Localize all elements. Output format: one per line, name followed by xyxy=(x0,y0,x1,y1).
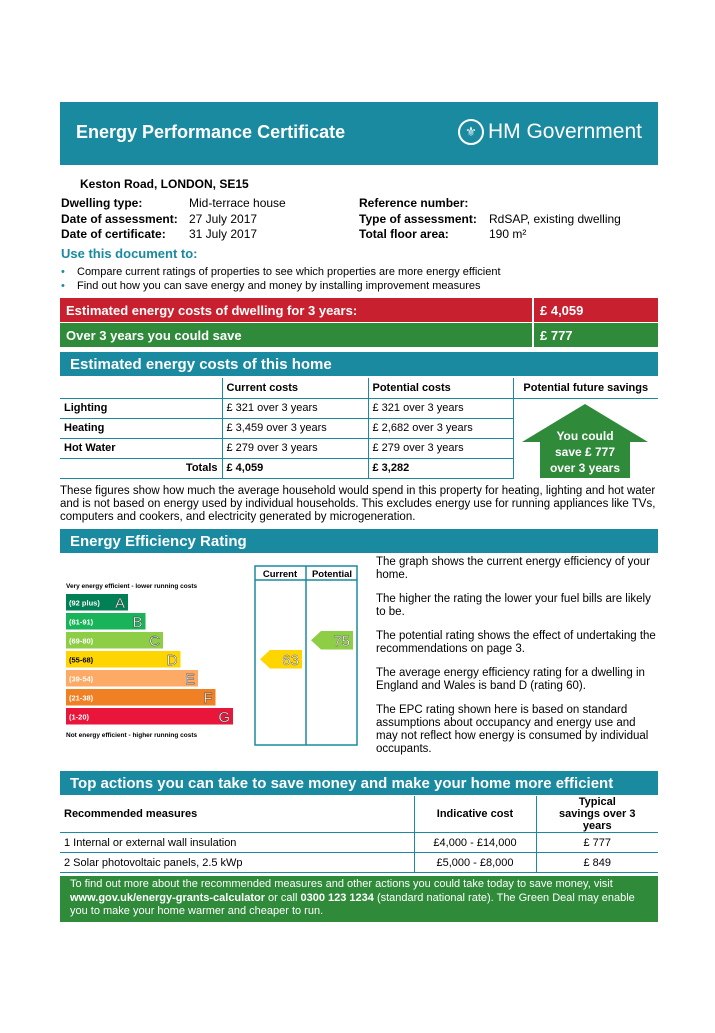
savings-bar xyxy=(60,323,658,347)
hm-government-logo xyxy=(458,119,642,145)
footer-text: or call xyxy=(265,891,301,904)
measure-cost: £4,000 - £14,000 xyxy=(414,833,536,853)
savings-callout xyxy=(530,428,640,476)
band-range: (81-91) xyxy=(69,617,94,627)
assessment-date-label: Date of assessment: xyxy=(61,211,178,226)
current-costs-header: Current costs xyxy=(222,378,368,398)
potential-cost: £ 279 over 3 years xyxy=(368,438,513,458)
current-rating-indicator xyxy=(260,650,302,669)
actions-section-title: Top actions you can take to save money and make your home more efficient xyxy=(60,771,658,795)
band-range: (69-80) xyxy=(69,636,94,646)
energy-rating-chart xyxy=(60,558,358,746)
page-title: Energy Performance Certificate xyxy=(76,122,346,142)
government-label: HM Government xyxy=(487,120,642,143)
estimated-costs-label: Estimated energy costs of dwelling for 3 years: xyxy=(66,303,358,318)
band-range: (1-20) xyxy=(69,712,90,722)
footer-text: (standard national rate). The Green Deal may enable you to make your home warmer and cheaper to run. xyxy=(70,891,635,917)
phone-number: 0300 123 1234 xyxy=(300,891,374,904)
estimated-costs-value: £ 4,059 xyxy=(532,298,658,322)
floor-area-label: Total floor area: xyxy=(359,227,449,241)
band-letter: F xyxy=(203,690,213,707)
floor-area-value: 190 m² xyxy=(489,227,527,241)
table-header-row xyxy=(60,378,658,398)
details-left xyxy=(61,196,286,243)
band-range: (39-54) xyxy=(69,674,94,684)
measure-name: 2 Solar photovoltaic panels, 2.5 kWp xyxy=(60,853,414,873)
potential-rating-indicator xyxy=(311,631,353,650)
band-letter: G xyxy=(218,709,230,726)
potential-column-header: Potential xyxy=(311,569,353,580)
measure-name: 1 Internal or external wall insulation xyxy=(60,833,414,853)
savings-label: Over 3 years you could save xyxy=(66,328,242,343)
footer-text: To find out more about the recommended measures and other actions you could take today to save money, visit xyxy=(70,878,613,890)
totals-label: Totals xyxy=(60,458,222,478)
measure-saving: £ 777 xyxy=(536,833,658,853)
dwelling-type-label: Dwelling type: xyxy=(61,196,143,210)
band-letter: D xyxy=(166,652,178,669)
band-letter: B xyxy=(132,614,143,631)
table-row xyxy=(60,853,658,873)
assessment-type-value: RdSAP, existing dwelling xyxy=(489,211,621,226)
band-range: (55-68) xyxy=(69,655,94,665)
table-row xyxy=(60,833,658,853)
current-column-header: Current xyxy=(262,569,298,580)
measure-cost: £5,000 - £8,000 xyxy=(414,853,536,873)
epc-header xyxy=(60,102,658,165)
row-label: Lighting xyxy=(60,398,222,418)
totals-potential: £ 3,282 xyxy=(368,458,513,478)
inefficient-label: Not energy efficient - higher running costs xyxy=(66,732,198,739)
costs-section-title: Estimated energy costs of this home xyxy=(60,352,658,376)
band-letter: E xyxy=(184,671,195,688)
cost-header: Indicative cost xyxy=(414,796,536,833)
assessment-date-value: 27 July 2017 xyxy=(189,211,258,226)
totals-current: £ 4,059 xyxy=(222,458,368,478)
band-letter: C xyxy=(149,633,160,650)
details-right xyxy=(359,196,621,243)
band-range: (21-38) xyxy=(69,693,94,703)
costs-note: These figures show how much the average household would spend in this property for heating, lighting and hot water and is not based on energy used by individual households. This excludes energy use for running appliances like TVs, computers and cookers, and electricity generated by microgeneration. xyxy=(60,485,656,523)
current-cost: £ 279 over 3 years xyxy=(222,438,368,458)
certificate-date-value: 31 July 2017 xyxy=(189,227,258,241)
certificate-date-label: Date of certificate: xyxy=(61,227,166,241)
rating-paragraph: The average energy efficiency rating for a dwelling in England and Wales is band D (rating 60). xyxy=(376,667,645,692)
efficient-label: Very energy efficient - lower running costs xyxy=(66,583,198,590)
recommended-measures-table xyxy=(60,796,658,873)
measure-saving: £ 849 xyxy=(536,853,658,873)
dwelling-type-value: Mid-terrace house xyxy=(189,196,286,210)
rating-paragraph: The graph shows the current energy efficiency of your home. xyxy=(376,556,651,581)
reference-number-label: Reference number: xyxy=(359,196,469,210)
potential-rating-indicator-label: 75 xyxy=(333,633,350,650)
band-letter: A xyxy=(114,595,125,612)
measures-header: Recommended measures xyxy=(60,796,414,833)
row-label: Hot Water xyxy=(60,438,222,458)
potential-costs-header: Potential costs xyxy=(368,378,513,398)
use-document-list xyxy=(61,265,501,293)
future-savings-header: Potential future savings xyxy=(513,378,658,398)
potential-cost: £ 2,682 over 3 years xyxy=(368,418,513,438)
assessment-type-label: Type of assessment: xyxy=(359,211,477,226)
rating-paragraph: The EPC rating shown here is based on standard assumptions about occupancy and energy use and may not reflect how energy is consumed by individual occupants. xyxy=(376,704,649,755)
table-header-row xyxy=(60,796,658,833)
rating-section-title: Energy Efficiency Rating xyxy=(60,529,658,553)
rating-paragraph: The higher the rating the lower your fuel bills are likely to be. xyxy=(376,593,651,618)
current-cost: £ 3,459 over 3 years xyxy=(222,418,368,438)
band-g xyxy=(66,708,233,725)
savings-line: You could xyxy=(556,429,614,443)
current-cost: £ 321 over 3 years xyxy=(222,398,368,418)
footer-info xyxy=(60,876,658,922)
row-label: Heating xyxy=(60,418,222,438)
savings-line: save £ 777 xyxy=(554,445,616,459)
property-address: Keston Road, LONDON, SE15 xyxy=(80,177,249,191)
savings-header: Typical savings over 3 years xyxy=(536,796,658,833)
current-rating-indicator-label: 63 xyxy=(282,652,299,669)
grants-calculator-link[interactable]: www.gov.uk/energy-grants-calculator xyxy=(70,891,265,904)
crest-icon: ⚜ xyxy=(458,119,484,145)
list-item: • Find out how you can save energy and money by installing improvement measures xyxy=(61,279,501,293)
blank-header xyxy=(60,378,222,398)
savings-value: £ 777 xyxy=(532,323,658,347)
band-range: (92 plus) xyxy=(69,598,100,608)
list-item: • Compare current ratings of properties to see which properties are more energy efficient xyxy=(61,265,501,279)
use-document-title: Use this document to: xyxy=(61,246,198,261)
estimated-costs-bar xyxy=(60,298,658,322)
potential-cost: £ 321 over 3 years xyxy=(368,398,513,418)
rating-paragraph: The potential rating shows the effect of undertaking the recommendations on page 3. xyxy=(376,630,656,655)
savings-line: over 3 years xyxy=(549,461,621,475)
rating-explanation xyxy=(376,556,658,767)
